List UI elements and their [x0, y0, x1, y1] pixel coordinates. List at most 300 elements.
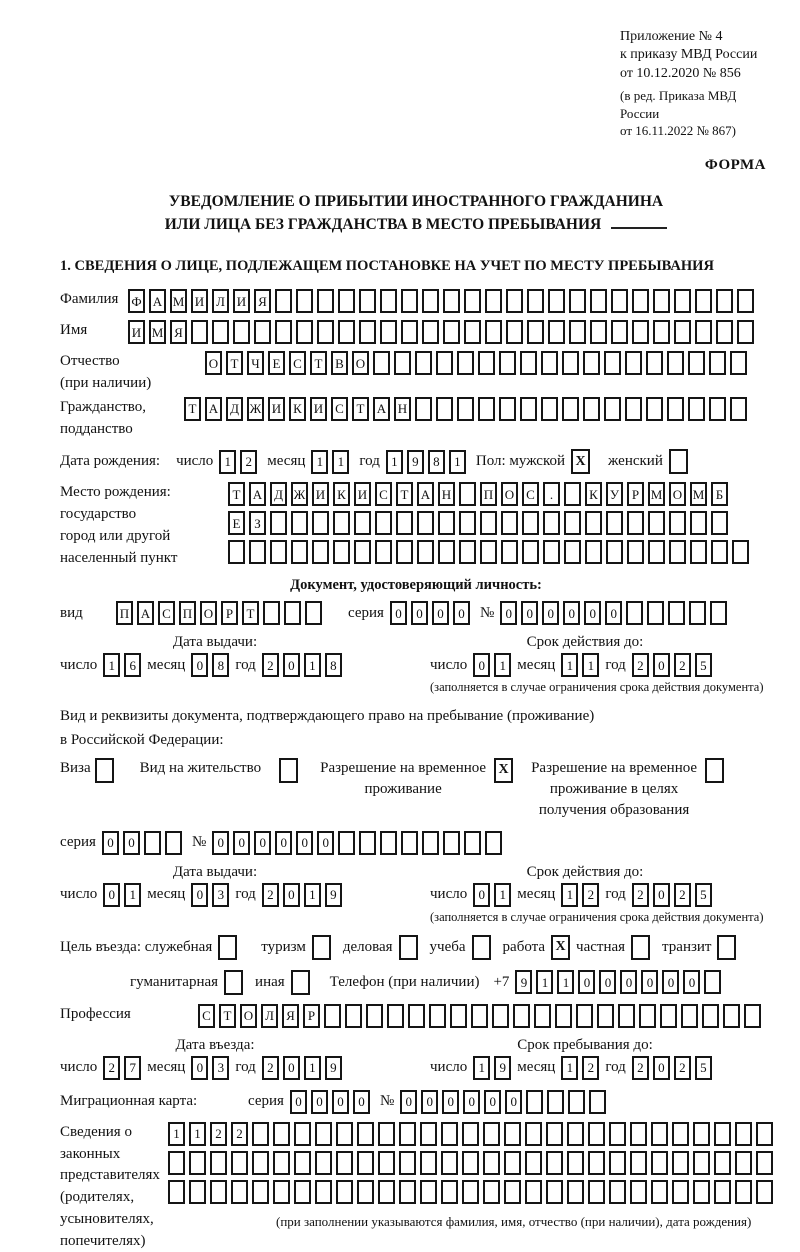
char-cell[interactable]: 1 — [386, 450, 403, 474]
char-cell[interactable] — [669, 540, 686, 564]
char-cell[interactable]: 0 — [311, 1090, 328, 1114]
char-cell[interactable] — [756, 1180, 773, 1204]
char-cell[interactable]: 0 — [290, 1090, 307, 1114]
char-cell[interactable]: 0 — [283, 883, 300, 907]
char-cell[interactable]: 2 — [674, 883, 691, 907]
char-cell[interactable] — [548, 320, 565, 344]
purpose-humanitarian-checkbox[interactable] — [224, 970, 243, 995]
char-cell[interactable]: 2 — [262, 1056, 279, 1080]
char-cell[interactable] — [520, 397, 537, 421]
char-cell[interactable] — [168, 1180, 185, 1204]
char-cell[interactable] — [317, 289, 334, 313]
char-cell[interactable] — [483, 1151, 500, 1175]
char-cell[interactable] — [417, 511, 434, 535]
char-cell[interactable]: Е — [268, 351, 285, 375]
char-cell[interactable]: 0 — [521, 601, 538, 625]
char-cell[interactable] — [583, 397, 600, 421]
char-cell[interactable]: У — [606, 482, 623, 506]
char-cell[interactable] — [420, 1122, 437, 1146]
char-cell[interactable] — [543, 540, 560, 564]
char-cell[interactable]: И — [310, 397, 327, 421]
char-cell[interactable]: 2 — [240, 450, 257, 474]
char-cell[interactable] — [567, 1180, 584, 1204]
char-cell[interactable] — [735, 1122, 752, 1146]
char-cell[interactable]: 8 — [428, 450, 445, 474]
char-cell[interactable]: 1 — [311, 450, 328, 474]
char-cell[interactable] — [462, 1180, 479, 1204]
char-cell[interactable]: 2 — [632, 883, 649, 907]
char-cell[interactable] — [732, 540, 749, 564]
char-cell[interactable] — [357, 1180, 374, 1204]
char-cell[interactable] — [543, 511, 560, 535]
char-cell[interactable]: 1 — [582, 653, 599, 677]
char-cell[interactable]: О — [205, 351, 222, 375]
char-cell[interactable] — [714, 1122, 731, 1146]
char-cell[interactable]: 1 — [536, 970, 553, 994]
char-cell[interactable]: А — [249, 482, 266, 506]
char-cell[interactable]: 2 — [632, 653, 649, 677]
char-cell[interactable] — [606, 511, 623, 535]
residence-permit-checkbox[interactable] — [279, 758, 298, 783]
char-cell[interactable] — [737, 320, 754, 344]
char-cell[interactable] — [501, 540, 518, 564]
char-cell[interactable]: К — [333, 482, 350, 506]
char-cell[interactable] — [443, 289, 460, 313]
gender-male-checkbox[interactable]: X — [571, 449, 590, 474]
char-cell[interactable] — [378, 1180, 395, 1204]
char-cell[interactable] — [422, 320, 439, 344]
char-cell[interactable] — [462, 1122, 479, 1146]
char-cell[interactable] — [357, 1151, 374, 1175]
char-cell[interactable] — [441, 1180, 458, 1204]
char-cell[interactable]: 1 — [561, 1056, 578, 1080]
char-cell[interactable]: 1 — [304, 883, 321, 907]
char-cell[interactable]: 0 — [283, 653, 300, 677]
char-cell[interactable]: 1 — [332, 450, 349, 474]
char-cell[interactable] — [555, 1004, 572, 1028]
char-cell[interactable] — [534, 1004, 551, 1028]
char-cell[interactable] — [632, 289, 649, 313]
char-cell[interactable]: 0 — [400, 1090, 417, 1114]
char-cell[interactable] — [541, 351, 558, 375]
char-cell[interactable]: А — [205, 397, 222, 421]
char-cell[interactable] — [506, 289, 523, 313]
char-cell[interactable]: 0 — [653, 883, 670, 907]
char-cell[interactable]: А — [373, 397, 390, 421]
char-cell[interactable]: Т — [226, 351, 243, 375]
char-cell[interactable] — [735, 1151, 752, 1175]
char-cell[interactable]: Т — [310, 351, 327, 375]
char-cell[interactable]: 5 — [695, 883, 712, 907]
char-cell[interactable] — [273, 1122, 290, 1146]
char-cell[interactable]: 0 — [296, 831, 313, 855]
char-cell[interactable] — [585, 540, 602, 564]
char-cell[interactable]: 1 — [557, 970, 574, 994]
char-cell[interactable]: 1 — [494, 653, 511, 677]
char-cell[interactable] — [562, 351, 579, 375]
char-cell[interactable] — [693, 1122, 710, 1146]
char-cell[interactable]: 1 — [561, 653, 578, 677]
char-cell[interactable] — [522, 511, 539, 535]
char-cell[interactable] — [273, 1180, 290, 1204]
char-cell[interactable] — [333, 540, 350, 564]
char-cell[interactable]: 9 — [407, 450, 424, 474]
char-cell[interactable] — [667, 397, 684, 421]
char-cell[interactable] — [471, 1004, 488, 1028]
char-cell[interactable]: Р — [303, 1004, 320, 1028]
char-cell[interactable] — [564, 511, 581, 535]
char-cell[interactable] — [252, 1151, 269, 1175]
char-cell[interactable]: Я — [254, 289, 271, 313]
char-cell[interactable]: 0 — [191, 883, 208, 907]
char-cell[interactable]: 9 — [494, 1056, 511, 1080]
char-cell[interactable] — [291, 511, 308, 535]
char-cell[interactable]: К — [585, 482, 602, 506]
edu-permit-checkbox[interactable] — [705, 758, 724, 783]
char-cell[interactable]: О — [240, 1004, 257, 1028]
char-cell[interactable] — [270, 511, 287, 535]
char-cell[interactable]: С — [289, 351, 306, 375]
char-cell[interactable] — [462, 1151, 479, 1175]
char-cell[interactable]: 2 — [210, 1122, 227, 1146]
char-cell[interactable] — [485, 831, 502, 855]
char-cell[interactable] — [669, 511, 686, 535]
char-cell[interactable] — [457, 397, 474, 421]
char-cell[interactable] — [756, 1122, 773, 1146]
char-cell[interactable] — [231, 1151, 248, 1175]
char-cell[interactable] — [396, 540, 413, 564]
char-cell[interactable] — [457, 351, 474, 375]
char-cell[interactable] — [373, 351, 390, 375]
char-cell[interactable] — [569, 289, 586, 313]
char-cell[interactable]: П — [179, 601, 196, 625]
char-cell[interactable]: А — [137, 601, 154, 625]
char-cell[interactable]: О — [501, 482, 518, 506]
char-cell[interactable]: 1 — [189, 1122, 206, 1146]
char-cell[interactable]: 2 — [103, 1056, 120, 1080]
char-cell[interactable] — [275, 320, 292, 344]
char-cell[interactable]: Б — [711, 482, 728, 506]
char-cell[interactable] — [263, 601, 280, 625]
char-cell[interactable] — [609, 1180, 626, 1204]
char-cell[interactable]: К — [289, 397, 306, 421]
char-cell[interactable]: П — [116, 601, 133, 625]
char-cell[interactable]: 0 — [191, 1056, 208, 1080]
char-cell[interactable]: О — [352, 351, 369, 375]
char-cell[interactable]: 1 — [304, 1056, 321, 1080]
char-cell[interactable] — [647, 601, 664, 625]
char-cell[interactable] — [546, 1180, 563, 1204]
char-cell[interactable] — [626, 601, 643, 625]
char-cell[interactable]: . — [543, 482, 560, 506]
char-cell[interactable] — [588, 1180, 605, 1204]
char-cell[interactable]: 0 — [505, 1090, 522, 1114]
char-cell[interactable] — [436, 397, 453, 421]
char-cell[interactable]: 0 — [584, 601, 601, 625]
char-cell[interactable] — [506, 320, 523, 344]
char-cell[interactable] — [744, 1004, 761, 1028]
char-cell[interactable] — [672, 1122, 689, 1146]
char-cell[interactable]: П — [480, 482, 497, 506]
char-cell[interactable] — [695, 320, 712, 344]
char-cell[interactable]: 0 — [653, 1056, 670, 1080]
char-cell[interactable] — [168, 1151, 185, 1175]
char-cell[interactable] — [604, 397, 621, 421]
char-cell[interactable]: 0 — [653, 653, 670, 677]
char-cell[interactable] — [394, 351, 411, 375]
char-cell[interactable]: 0 — [453, 601, 470, 625]
char-cell[interactable]: 0 — [102, 831, 119, 855]
char-cell[interactable]: С — [331, 397, 348, 421]
char-cell[interactable] — [345, 1004, 362, 1028]
char-cell[interactable] — [504, 1151, 521, 1175]
char-cell[interactable] — [704, 970, 721, 994]
char-cell[interactable] — [485, 320, 502, 344]
char-cell[interactable] — [672, 1151, 689, 1175]
char-cell[interactable] — [464, 289, 481, 313]
char-cell[interactable] — [525, 1180, 542, 1204]
char-cell[interactable] — [609, 1122, 626, 1146]
char-cell[interactable] — [459, 511, 476, 535]
char-cell[interactable]: Т — [219, 1004, 236, 1028]
char-cell[interactable] — [273, 1151, 290, 1175]
char-cell[interactable] — [689, 601, 706, 625]
char-cell[interactable]: Н — [438, 482, 455, 506]
char-cell[interactable]: И — [233, 289, 250, 313]
char-cell[interactable] — [357, 1122, 374, 1146]
char-cell[interactable]: 9 — [515, 970, 532, 994]
char-cell[interactable] — [483, 1180, 500, 1204]
char-cell[interactable]: З — [249, 511, 266, 535]
char-cell[interactable]: Д — [226, 397, 243, 421]
char-cell[interactable]: 0 — [500, 601, 517, 625]
char-cell[interactable]: А — [149, 289, 166, 313]
char-cell[interactable]: Т — [242, 601, 259, 625]
char-cell[interactable] — [716, 289, 733, 313]
char-cell[interactable] — [546, 1151, 563, 1175]
char-cell[interactable] — [443, 320, 460, 344]
char-cell[interactable]: С — [198, 1004, 215, 1028]
char-cell[interactable]: 3 — [212, 883, 229, 907]
char-cell[interactable] — [625, 351, 642, 375]
char-cell[interactable]: Л — [212, 289, 229, 313]
char-cell[interactable] — [735, 1180, 752, 1204]
char-cell[interactable]: 2 — [231, 1122, 248, 1146]
char-cell[interactable] — [436, 351, 453, 375]
char-cell[interactable] — [189, 1151, 206, 1175]
char-cell[interactable] — [589, 1090, 606, 1114]
purpose-work-checkbox[interactable]: X — [551, 935, 570, 960]
gender-female-checkbox[interactable] — [669, 449, 688, 474]
char-cell[interactable]: 1 — [473, 1056, 490, 1080]
char-cell[interactable]: 0 — [473, 653, 490, 677]
char-cell[interactable]: 1 — [219, 450, 236, 474]
char-cell[interactable]: 1 — [304, 653, 321, 677]
char-cell[interactable] — [359, 289, 376, 313]
char-cell[interactable]: 0 — [254, 831, 271, 855]
char-cell[interactable] — [305, 601, 322, 625]
char-cell[interactable] — [688, 351, 705, 375]
char-cell[interactable] — [723, 1004, 740, 1028]
char-cell[interactable] — [653, 289, 670, 313]
char-cell[interactable] — [380, 289, 397, 313]
char-cell[interactable] — [315, 1180, 332, 1204]
char-cell[interactable]: 5 — [695, 653, 712, 677]
char-cell[interactable]: 3 — [212, 1056, 229, 1080]
char-cell[interactable] — [737, 289, 754, 313]
char-cell[interactable] — [354, 511, 371, 535]
char-cell[interactable] — [422, 831, 439, 855]
char-cell[interactable] — [564, 540, 581, 564]
char-cell[interactable]: 2 — [582, 883, 599, 907]
char-cell[interactable] — [651, 1151, 668, 1175]
char-cell[interactable]: Р — [627, 482, 644, 506]
char-cell[interactable]: 0 — [353, 1090, 370, 1114]
char-cell[interactable]: 0 — [605, 601, 622, 625]
char-cell[interactable]: 0 — [473, 883, 490, 907]
char-cell[interactable] — [674, 289, 691, 313]
char-cell[interactable] — [315, 1151, 332, 1175]
char-cell[interactable] — [189, 1180, 206, 1204]
char-cell[interactable] — [191, 320, 208, 344]
char-cell[interactable] — [604, 351, 621, 375]
char-cell[interactable] — [228, 540, 245, 564]
char-cell[interactable] — [588, 1151, 605, 1175]
char-cell[interactable] — [674, 320, 691, 344]
char-cell[interactable]: 0 — [620, 970, 637, 994]
char-cell[interactable] — [441, 1151, 458, 1175]
char-cell[interactable] — [568, 1090, 585, 1114]
char-cell[interactable] — [668, 601, 685, 625]
char-cell[interactable] — [527, 320, 544, 344]
char-cell[interactable] — [359, 320, 376, 344]
char-cell[interactable] — [438, 511, 455, 535]
char-cell[interactable] — [609, 1151, 626, 1175]
char-cell[interactable] — [441, 1122, 458, 1146]
char-cell[interactable]: 6 — [124, 653, 141, 677]
char-cell[interactable] — [667, 351, 684, 375]
char-cell[interactable] — [648, 511, 665, 535]
char-cell[interactable]: 1 — [494, 883, 511, 907]
char-cell[interactable] — [450, 1004, 467, 1028]
char-cell[interactable] — [648, 540, 665, 564]
char-cell[interactable] — [527, 289, 544, 313]
char-cell[interactable] — [459, 482, 476, 506]
char-cell[interactable] — [627, 511, 644, 535]
char-cell[interactable] — [464, 831, 481, 855]
char-cell[interactable]: 0 — [191, 653, 208, 677]
char-cell[interactable] — [415, 351, 432, 375]
char-cell[interactable] — [338, 320, 355, 344]
char-cell[interactable]: 2 — [262, 653, 279, 677]
char-cell[interactable]: 0 — [432, 601, 449, 625]
char-cell[interactable] — [210, 1180, 227, 1204]
char-cell[interactable] — [401, 320, 418, 344]
char-cell[interactable] — [296, 320, 313, 344]
char-cell[interactable]: 1 — [561, 883, 578, 907]
char-cell[interactable] — [459, 540, 476, 564]
char-cell[interactable] — [709, 351, 726, 375]
char-cell[interactable]: Е — [228, 511, 245, 535]
char-cell[interactable] — [366, 1004, 383, 1028]
char-cell[interactable] — [396, 511, 413, 535]
char-cell[interactable] — [756, 1151, 773, 1175]
char-cell[interactable] — [653, 320, 670, 344]
char-cell[interactable]: 2 — [674, 653, 691, 677]
char-cell[interactable] — [651, 1180, 668, 1204]
char-cell[interactable] — [478, 351, 495, 375]
purpose-private-checkbox[interactable] — [631, 935, 650, 960]
char-cell[interactable] — [632, 320, 649, 344]
char-cell[interactable] — [513, 1004, 530, 1028]
char-cell[interactable] — [233, 320, 250, 344]
char-cell[interactable] — [630, 1180, 647, 1204]
char-cell[interactable] — [338, 289, 355, 313]
char-cell[interactable] — [294, 1180, 311, 1204]
char-cell[interactable]: Я — [170, 320, 187, 344]
char-cell[interactable]: 1 — [124, 883, 141, 907]
char-cell[interactable] — [693, 1180, 710, 1204]
char-cell[interactable]: 0 — [233, 831, 250, 855]
char-cell[interactable] — [690, 511, 707, 535]
char-cell[interactable] — [522, 540, 539, 564]
char-cell[interactable] — [504, 1122, 521, 1146]
char-cell[interactable] — [401, 831, 418, 855]
char-cell[interactable] — [492, 1004, 509, 1028]
char-cell[interactable] — [212, 320, 229, 344]
temp-permit-checkbox[interactable]: X — [494, 758, 513, 783]
char-cell[interactable]: И — [128, 320, 145, 344]
char-cell[interactable] — [333, 511, 350, 535]
char-cell[interactable] — [249, 540, 266, 564]
char-cell[interactable]: 0 — [463, 1090, 480, 1114]
char-cell[interactable] — [630, 1122, 647, 1146]
char-cell[interactable] — [401, 289, 418, 313]
char-cell[interactable]: 2 — [582, 1056, 599, 1080]
char-cell[interactable] — [576, 1004, 593, 1028]
char-cell[interactable] — [294, 1122, 311, 1146]
char-cell[interactable] — [312, 511, 329, 535]
char-cell[interactable] — [408, 1004, 425, 1028]
char-cell[interactable]: И — [312, 482, 329, 506]
char-cell[interactable] — [730, 397, 747, 421]
char-cell[interactable] — [702, 1004, 719, 1028]
char-cell[interactable]: 0 — [662, 970, 679, 994]
char-cell[interactable]: 1 — [103, 653, 120, 677]
char-cell[interactable] — [231, 1180, 248, 1204]
char-cell[interactable] — [630, 1151, 647, 1175]
char-cell[interactable] — [627, 540, 644, 564]
char-cell[interactable] — [583, 351, 600, 375]
char-cell[interactable] — [688, 397, 705, 421]
char-cell[interactable] — [611, 320, 628, 344]
char-cell[interactable] — [590, 320, 607, 344]
char-cell[interactable]: 5 — [695, 1056, 712, 1080]
char-cell[interactable] — [422, 289, 439, 313]
char-cell[interactable] — [501, 511, 518, 535]
char-cell[interactable] — [338, 831, 355, 855]
char-cell[interactable] — [324, 1004, 341, 1028]
char-cell[interactable]: 0 — [283, 1056, 300, 1080]
char-cell[interactable]: 0 — [411, 601, 428, 625]
char-cell[interactable] — [354, 540, 371, 564]
char-cell[interactable] — [525, 1122, 542, 1146]
char-cell[interactable] — [291, 540, 308, 564]
char-cell[interactable] — [564, 482, 581, 506]
char-cell[interactable] — [646, 351, 663, 375]
char-cell[interactable]: Ж — [291, 482, 308, 506]
char-cell[interactable]: 8 — [325, 653, 342, 677]
